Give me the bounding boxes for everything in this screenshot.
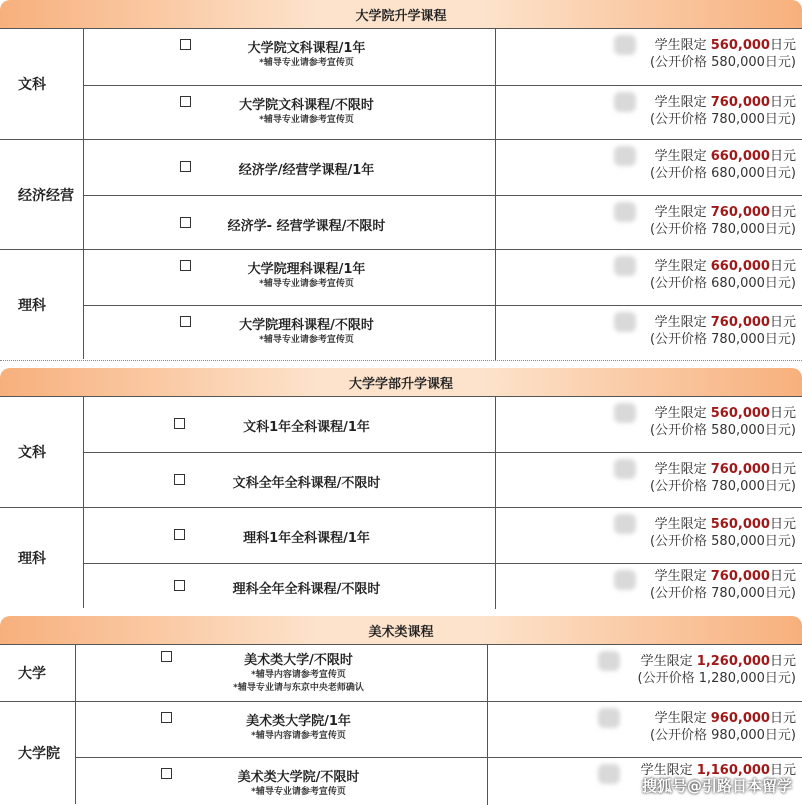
category-label: 经济经营 [0, 140, 84, 249]
section-header [0, 0, 802, 29]
student-price: 660,000 [710, 149, 770, 164]
public-price: (公开价格 580,000日元) [649, 534, 796, 549]
course-note: *辅导专业请参考宣传页 [259, 279, 354, 289]
student-price: 760,000 [710, 462, 770, 477]
category-label: 大学院 [0, 702, 76, 804]
public-price: (公开价格 580,000日元) [649, 55, 796, 70]
course-row [84, 508, 802, 563]
student-limit-label: 学生限定 [654, 406, 707, 421]
course-name: 理科全年全科课程/不限时 [232, 582, 381, 597]
course-name: 大学院理科课程/不限时 [239, 318, 374, 333]
student-price: 560,000 [710, 406, 770, 421]
course-note: *辅导专业请参考宣传页 [259, 58, 354, 68]
price-cell [638, 653, 796, 687]
price-unit: 日元 [769, 38, 796, 53]
category-label: 文科 [0, 29, 84, 139]
public-price: (公开价格 680,000日元) [649, 276, 796, 291]
section-title: 大学学部升学课程 [348, 376, 453, 392]
student-price: 560,000 [710, 38, 770, 53]
course-note: *辅导专业请参考宣传页 [259, 335, 354, 345]
course-name: 文科全年全科课程/不限时 [232, 476, 381, 491]
course-name: 美术类大学院/不限时 [237, 770, 360, 785]
student-price: 760,000 [710, 569, 770, 584]
course-row [84, 452, 802, 508]
student-price: 960,000 [710, 711, 770, 726]
student-limit-label: 学生限定 [654, 517, 707, 532]
section-title: 大学院升学课程 [355, 8, 447, 24]
student-limit-label: 学生限定 [640, 654, 693, 669]
student-limit-label: 学生限定 [654, 149, 707, 164]
public-price: (公开价格 580,000日元) [649, 423, 796, 438]
blurred-mark [614, 403, 636, 423]
price-cell [650, 568, 796, 602]
course-note: *辅导专业请与东京中央老师确认 [233, 683, 364, 693]
section-title: 美术类课程 [368, 624, 434, 640]
course-row [84, 140, 802, 195]
blurred-mark [598, 708, 620, 728]
course-cell [84, 564, 496, 609]
course-name: 美术类大学/不限时 [244, 653, 353, 668]
student-limit-label: 学生限定 [654, 259, 707, 274]
course-cell [76, 702, 488, 757]
price-unit: 日元 [769, 711, 796, 726]
course-row [84, 397, 802, 452]
course-cell [84, 306, 496, 360]
course-name: 美术类大学院/1年 [246, 714, 351, 729]
category-group [0, 396, 802, 507]
price-unit: 日元 [769, 259, 796, 274]
category-group [0, 28, 802, 139]
category-group [0, 249, 802, 359]
course-name: 大学院文科课程/不限时 [239, 98, 374, 113]
price-unit: 日元 [769, 315, 796, 330]
price-unit: 日元 [769, 569, 796, 584]
student-price: 660,000 [710, 259, 770, 274]
student-limit-label: 学生限定 [654, 95, 707, 110]
course-cell [84, 250, 496, 305]
course-cell [84, 397, 496, 452]
category-label: 文科 [0, 397, 84, 507]
blurred-mark [614, 459, 636, 479]
student-price: 760,000 [710, 205, 770, 220]
public-price: (公开价格 980,000日元) [649, 728, 796, 743]
price-line [650, 516, 796, 533]
price-line [638, 653, 796, 670]
course-name: 经济学/经营学课程/1年 [238, 162, 375, 178]
course-name: 大学院文科课程/1年 [247, 41, 366, 56]
price-unit: 日元 [769, 149, 796, 164]
section-1 [0, 0, 802, 360]
student-limit-label: 学生限定 [640, 763, 693, 778]
price-cell [650, 94, 796, 128]
course-note: *辅导内容请参考宣传页 [251, 731, 346, 741]
section-header [0, 616, 802, 645]
price-line [650, 568, 796, 585]
student-price: 560,000 [710, 517, 770, 532]
blurred-mark [614, 92, 636, 112]
blurred-mark [614, 256, 636, 276]
category-label: 理科 [0, 250, 84, 359]
course-cell [84, 453, 496, 508]
price-line [650, 314, 796, 331]
course-cell [84, 86, 496, 140]
price-cell [650, 405, 796, 439]
price-cell [650, 461, 796, 495]
student-limit-label: 学生限定 [654, 711, 707, 726]
course-row [84, 305, 802, 360]
price-cell [650, 314, 796, 348]
blurred-mark [598, 764, 620, 784]
public-price: (公开价格 780,000日元) [649, 222, 796, 237]
price-cell [650, 710, 796, 744]
blurred-mark [614, 146, 636, 166]
price-line [650, 710, 796, 727]
watermark: 搜狐号@引路日本留学 [641, 777, 792, 795]
price-line [650, 148, 796, 165]
course-note: *辅导专业请参考宣传页 [251, 787, 346, 797]
public-price: (公开价格 780,000日元) [649, 112, 796, 127]
blurred-mark [598, 651, 620, 671]
price-line [650, 405, 796, 422]
course-cell [84, 196, 496, 250]
price-unit: 日元 [769, 95, 796, 110]
public-price: (公开价格 780,000日元) [649, 479, 796, 494]
public-price: (公开价格 780,000日元) [649, 332, 796, 347]
price-line [650, 204, 796, 221]
category-group [0, 507, 802, 608]
course-name: 文科1年全科课程/1年 [243, 419, 370, 435]
course-row [76, 702, 802, 757]
category-group [0, 139, 802, 249]
public-price: (公开价格 780,000日元) [649, 586, 796, 601]
student-price: 760,000 [710, 95, 770, 110]
price-unit: 日元 [769, 517, 796, 532]
price-line [650, 37, 796, 54]
price-cell [650, 258, 796, 292]
category-group [0, 644, 802, 701]
blurred-mark [614, 312, 636, 332]
price-cell [650, 37, 796, 71]
course-note: *辅导内容请参考宣传页 [251, 670, 346, 680]
price-unit: 日元 [769, 763, 796, 778]
category-label: 大学 [0, 645, 76, 701]
course-row [84, 563, 802, 609]
course-cell [84, 29, 496, 85]
student-price: 1,260,000 [696, 654, 770, 669]
course-row [76, 645, 802, 702]
price-line [650, 258, 796, 275]
course-row [84, 195, 802, 250]
student-limit-label: 学生限定 [654, 462, 707, 477]
price-cell [650, 204, 796, 238]
price-cell [650, 148, 796, 182]
course-cell [84, 140, 496, 195]
course-cell [84, 508, 496, 563]
price-unit: 日元 [769, 205, 796, 220]
student-limit-label: 学生限定 [654, 315, 707, 330]
course-note: *辅导专业请参考宣传页 [259, 115, 354, 125]
category-label: 理科 [0, 508, 84, 608]
price-unit: 日元 [769, 462, 796, 477]
blurred-mark [614, 35, 636, 55]
course-row [84, 250, 802, 305]
course-row [84, 29, 802, 85]
course-name: 理科1年全科课程/1年 [243, 530, 370, 546]
section-header [0, 368, 802, 397]
student-limit-label: 学生限定 [654, 569, 707, 584]
student-price: 1,160,000 [696, 763, 770, 778]
price-cell [650, 516, 796, 550]
section-2 [0, 368, 802, 610]
student-limit-label: 学生限定 [654, 38, 707, 53]
course-cell [76, 645, 488, 702]
course-row [84, 85, 802, 140]
course-name: 经济学- 经营学课程/不限时 [227, 218, 386, 234]
price-unit: 日元 [769, 406, 796, 421]
price-line [650, 461, 796, 478]
public-price: (公开价格 680,000日元) [649, 166, 796, 181]
price-unit: 日元 [769, 654, 796, 669]
public-price: (公开价格 1,280,000日元) [637, 671, 796, 686]
student-limit-label: 学生限定 [654, 205, 707, 220]
blurred-mark [614, 570, 636, 590]
course-name: 大学院理科课程/1年 [247, 262, 366, 277]
student-price: 760,000 [710, 315, 770, 330]
price-line [650, 94, 796, 111]
course-cell [76, 758, 488, 805]
blurred-mark [614, 202, 636, 222]
blurred-mark [614, 514, 636, 534]
